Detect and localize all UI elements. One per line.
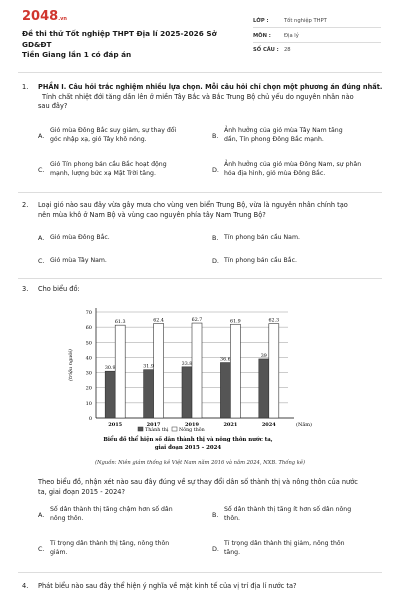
chart-title-line2: giai đoạn 2015 – 2024: [154, 445, 222, 451]
x-tick-label: 2015: [108, 422, 123, 428]
q4-number: 4.: [22, 582, 29, 590]
chart-title: Biểu đồ thể hiện số dân thành thị và nông thôn nước ta,: [103, 437, 273, 443]
x-axis-label: (Năm): [296, 422, 312, 428]
bar-rural: [230, 324, 240, 418]
bar-rural: [269, 324, 279, 418]
y-tick-label: 60: [85, 325, 92, 332]
q4-text: Phát biểu nào sau đây thể hiện ý nghĩa về mặt kinh tế của vị trí địa lí nước ta?: [38, 582, 297, 590]
q3-text: Theo biểu đồ, nhận xét nào sau đây đúng về sự thay đổi dân số thành thị và nông thôn của nước ta, giai đoạn 2015 - 2024?: [38, 478, 358, 496]
x-tick-label: 2017: [146, 422, 161, 428]
legend-swatch: [172, 427, 177, 431]
data-label: 31.9: [143, 364, 154, 370]
q1-number: 1.: [22, 83, 29, 91]
data-label: 61.9: [230, 319, 241, 325]
bar-urban: [105, 371, 115, 418]
bar-rural: [115, 325, 125, 418]
data-label: 62.4: [153, 318, 164, 324]
page-header: 2048.vn Đề thi thử Tốt nghiệp THPT Địa lí 2025-2026 Sở GD&ĐT Tiền Giang lần 1 có đáp án LỚP : Tốt nghiệp THPT MÔN : Địa lý SỐ CÂU : 28: [0, 0, 400, 66]
data-label: 39: [260, 353, 267, 359]
q1-text: PHẦN I. Câu hỏi trắc nghiệm nhiều lựa chọn. Mỗi câu hỏi chỉ chọn một phương án đúng nhất. Tính chất nhiệt đới tăng dần lên ở miền Tây Bắc và Bắc Trung Bộ chủ yếu do nguyên nhân nào sau đây?: [38, 83, 383, 111]
legend-label: Thành thị: [145, 428, 169, 433]
y-axis-label: (triệu người): [68, 349, 74, 381]
x-tick-label: 2024: [261, 422, 276, 428]
y-tick-label: 70: [85, 310, 92, 316]
q3-number: 3.: [22, 285, 29, 293]
y-tick-label: 10: [85, 400, 92, 407]
y-tick-label: 0: [88, 416, 92, 422]
bar-rural: [154, 324, 164, 418]
bar-urban: [259, 359, 269, 418]
data-label: 62.7: [191, 318, 203, 324]
x-tick-label: 2019: [185, 422, 199, 428]
y-tick-label: 20: [85, 385, 92, 392]
data-label: 62.3: [268, 318, 280, 324]
y-tick-label: 30: [85, 370, 92, 377]
bar-rural: [192, 323, 202, 418]
q2-number: 2.: [22, 201, 29, 209]
bar-urban: [220, 363, 230, 418]
x-tick-label: 2021: [223, 422, 238, 428]
q3-intro: Cho biểu đồ:: [38, 285, 80, 293]
y-tick-label: 50: [85, 340, 92, 347]
legend-swatch: [138, 427, 143, 431]
data-label: 61.3: [114, 320, 126, 326]
population-bar-chart: [60, 300, 340, 460]
legend-label: Nông thôn: [179, 428, 205, 433]
bar-urban: [182, 367, 192, 418]
data-label: 36.6: [220, 357, 231, 363]
data-label: 30.9: [104, 366, 116, 372]
brand-logo[interactable]: 2048.vn: [22, 9, 67, 24]
exam-title: Đề thi thử Tốt nghiệp THPT Địa lí 2025-2026 Sở GD&ĐT Tiền Giang lần 1 có đáp án: [22, 29, 217, 60]
bar-urban: [144, 370, 154, 418]
chart-source: (Nguồn: Niên giám thống kê Việt Nam năm 2016 và năm 2024, NXB. Thống kê): [94, 460, 305, 466]
y-tick-label: 40: [85, 355, 92, 362]
q2-text: Loại gió nào sau đây vừa gây mưa cho vùng ven biển Trung Bộ, vừa là nguyên nhân chính tạo nên mùa khô ở Nam Bộ và vùng cao nguyên phía tây Nam Trung Bộ?: [38, 201, 348, 219]
data-label: 33.8: [181, 361, 193, 367]
